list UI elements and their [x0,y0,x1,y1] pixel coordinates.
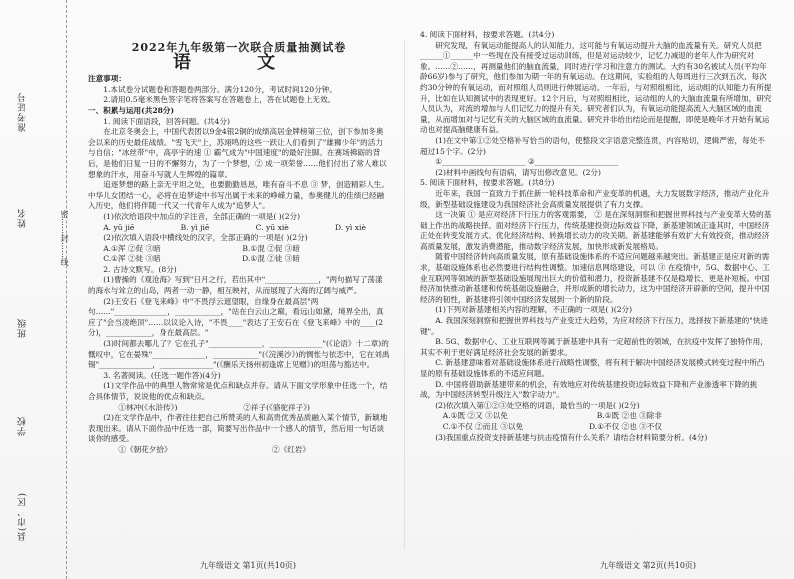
passage-paragraph: 随着中国经济转向高质量发展，原有基础设施体系的不适应问题越来越突出。新基建正是应对新的需求，基础设施体系也必然要进行结构性调整。加速信息网络建设，可以 ③ 在疫情中，5G、数据中心、工业互联网等领域的新型基础设施展现出巨大的价值和潜力，投资新基建不仅是稳增长、更是补短板。中国经济加快推动新基建和传统基础设施融合，并形成新的增长动力，这为中国经济开辟新的空间，提升中国经济的韧性，新基建将引领中国经济发展到一个新的阶段。 [420,252,770,304]
option[interactable]: D.①不仅 ②也 ③不仅 [588,421,662,431]
option-row [88,244,390,255]
county-label: 县(市、区) [18,492,28,542]
answer-blanks[interactable]: ①______________________ ②______________________ [435,157,619,167]
question-heading: 1. 阅读下面语段，回答问题。(共4分) [103,116,230,126]
question-heading: 3. 名著阅读。(任选一题作答)(4分) [103,370,221,380]
option[interactable]: B. 5G、数据中心、工业互联网等属于新基建中具有一定超前性的领域，在抗疫中发挥了独特作用，其实不利于更好满足经济社会发展的新要求。 [420,337,768,357]
passage-paragraph: 这一决策 ① 是应对经济下行压力的客观需要， ② 是在深刻洞察和把握世界科技与产业变革大势的基础上作出的战略抉择。面对经济下行压力，传统基建投资边际效益下降，新基建领域正逢其时，中国经济正处在转变发展方式、优化经济结构、转换增长动力的攻关期。新基建能够有效扩大有效投资，推动经济高质量发展，激发消费潜能，推动数字经济发展，加快形成新发展格局。 [420,210,772,251]
name-label: 姓名 [18,208,28,228]
class-label: 班级 [18,318,28,338]
option[interactable]: ①《朝花夕拾》 [118,444,172,454]
option[interactable]: D. yì xiè [334,222,366,232]
option[interactable]: A.①浑 ②促 ③暗 [103,243,161,253]
subject-title: 语 文 [172,51,306,73]
question-heading: 5. 阅读下面材料，按要求答题。(共8分) [420,178,555,188]
option[interactable]: C.①不仅 ②而且 ③以免 [442,421,524,431]
passage-paragraph: 追逐梦想的路上亲无平坦之处，也要勤勤恳恳，唯有奋斗不息 ③ 梦，创造精彩人生。中华儿女团结一心，必将在追梦途中书写出属于未来的峥嵘力量，参奥健儿的佳绩已经融入历史，他们将伴随一代又一代青年人成为"追梦人"。 [88,180,389,211]
option-row [88,403,390,414]
sub-question: (1)文学作品中的典型人物常常是优点和缺点并存。请从下面文学形象中任选一个，结合具体情节，说说他的优点和缺点。 [88,381,388,401]
page-footer-left: 九年级语文 第1页(共10页) [200,561,297,570]
option-row [88,254,390,265]
binding-strip [0,0,67,579]
option[interactable]: A. yū jiē [103,222,135,232]
option[interactable]: B.①混 ②促 ③暗 [242,243,300,253]
option[interactable]: ①林冲(《水浒传》) [118,402,178,412]
option-row [88,445,390,456]
sub-question: (3)我国重点投资支持新基建与抗击疫情有什么关系？请结合材料简要分析。(4分) [435,432,708,442]
passage-paragraph: 在北京冬奥会上，中国代表团以9金4银2铜的成绩高居金牌榜第三位，创下参加冬奥会以来的历史最佳战绩。"雪飞天"上，苏翊鸣的这些一跃让人们看到了"雄狮少年"的活力与自信；"冰丝带"中，高亭宇的速 ① 霸气成为"中国速度"的最好注脚。在赛场拂砺的背后，是他们日复一日的不懈努力，为了一个梦想，② 成一项荣誉……他们付出了常人难以想象的汗水，用奋斗写就人生辉煌的篇章。 [88,127,387,179]
option[interactable]: C. 新基建意味着对基础设施体系进行战略性调整，将有利于解决中国经济发展模式转变过程中所凸显的原有基础设施体系的不适应问题。 [420,358,765,378]
sub-question: (1)曹操的《观沧海》写到"日月之行，若出其中"______________，"两句描写了荡漾的海水与耸立的山岛，两者一动一静，相互映衬，从而展现了大海的辽阔与威严。 [88,275,383,296]
notice-heading: 注意事项： [88,74,126,84]
seal-line-label: 密……封……线 [60,210,69,266]
sub-question: (1)依次给语段中加点的字注音，全部正确的一项是( )(2分) [103,211,301,221]
option-row [88,223,390,234]
passage-paragraph: 研究发现，有氧运动能提高人的认知能力，这可能与有氧运动提升大脑的血流量有关。研究人员把______①______中一些现在没有接受过运动训练，但是对运动较少，记忆力减退的老年人作为研究对象。……②……，再测量他们的脑血流量，同时进行学习和注意力的测试。大约有30名被试人员(平均年龄66岁)参与了研究，他们参加为期一年的有氧运动。在这期间，实验组的人每周进行三次到五次、每次约30分钟的有氧运动，而对照组人员则进行伸展运动。一年后，与对照组相比，运动组的认知能力有所提升，比如在认知测试中的表现更好。12个月后，与对照组相比，运动组的人的大脑血流量有所增加，研究人员认为，对流的增加与人们记忆力的提升有关。研究者们认为，有氧运动能提高流入大脑区域的血流量，从而增加对与记忆有关的大脑区域的血流量。研究并非给出结论而是提醒，即使是晚年才开始有氧运动也对提高脑健康有益。 [420,40,772,135]
option-row [420,422,772,433]
exam-title: 2022年九年级第一次联合质量抽测试卷 [131,41,347,54]
option[interactable]: C. yū xiè [255,222,289,232]
option[interactable]: A.①既 ②又 ③以免 [442,411,508,421]
column-divider [404,40,405,550]
sub-question: (3)时间都去哪儿了？它在孔子"______________，______________"(《论语》十二章)的慨叹中，它在晏殊"______________，____________"(《浣溪沙》)的惆怅与依恋中，它在刘禹锡"______________，______________"(《酬乐天扬州初逢席上见赠》)的坦荡与豁达中。 [88,339,390,370]
notice-item: 1.本试卷分试题卷和答题卷两部分。满分120分，考试时间120分钟。 [103,84,337,94]
sub-question: (1)下列对新基建相关内容的理解，不正确的一项是( )(2分) [435,305,633,315]
sub-question: (2)王安石《登飞来峰》中"不畏浮云遮望眼，自缘身在最高层"两句……"______________，____________，"站在白云山之巅，看远山如黛，境界全出，真应了"会当凌绝顶"……以议论入诗，"不畏____"表达了王安石在《登飞来峰》中的____(2分)，____________，身在最高层。" [88,296,384,338]
option[interactable]: D. 中国将借助新基建带来的机会，有效地应对传统基建投资边际效益下降和产业渗透率下降的挑战，为中国经济转型升级注入"数字动力"。 [420,379,758,400]
option-row [420,411,772,422]
passage-paragraph: 近年来，我国一直致力于抓住新一轮科技革命和产业变革的机遇，大力发展数字经济，推动产业化升级，新型基础设施建设为我国经济社会高质量发展提供了有力支撑。 [420,188,770,209]
option[interactable]: B.①既 ②也 ③除非 [596,411,662,421]
sub-question: (2)材料中画线句有语病，请写出修改意见。(2分) [435,167,601,177]
section-heading: 一、积累与运用(共28分) [88,105,175,115]
page-footer-right: 九年级语文 第2页(共10页) [600,561,697,570]
notice-item: 2.请用0.5毫米黑色签字笔将答案写在答题卷上，答在试题卷上无效。 [103,95,336,105]
question-heading: 4. 阅读下面材料，按要求答题。(共4分) [420,30,555,39]
question-heading: 2. 古诗文默写。(8分) [103,264,177,274]
option[interactable]: A. 我国深刻洞察和把握世界科技与产业变迁大趋势，为应对经济下行压力，选择按下新基建的"快进键"。 [420,316,768,336]
option[interactable]: ②《红岩》 [272,444,310,454]
option[interactable]: D.①混 ②徒 ③暗 [242,254,300,264]
sub-question: (2)依次填入语段中横线处的汉字，全部正确的一项是( )(2分) [103,233,308,243]
sub-question: (2)依次填入第①②③处空格的词语，最恰当的一项是( )(2分) [435,400,640,410]
left-column [88,30,390,545]
sub-question: (2)在文学作品中，作者往往把自己所赞美的人和高贵优秀品质融入某个情节，新颖地表现出来。请从下面作品中任选一部，简要写出作品中一个感人的情节，然后用一句话谈谈你的感受。 [88,413,388,444]
sub-question: (1)在文中第①②处空格补写恰当的语句，使整段文字语意完整连贯，内容贴切，逻辑严密，每处不超过15个字。(2分) [420,135,765,156]
option[interactable]: B. yì jiē [180,222,210,232]
right-column [420,30,772,545]
exam-number-label: 准考证号 [18,92,28,132]
option[interactable]: C.①浑 ②徙 ③暗 [103,254,161,264]
option[interactable]: ②祥子(《骆驼祥子》) [243,402,310,412]
school-label: 学校 [18,416,28,436]
